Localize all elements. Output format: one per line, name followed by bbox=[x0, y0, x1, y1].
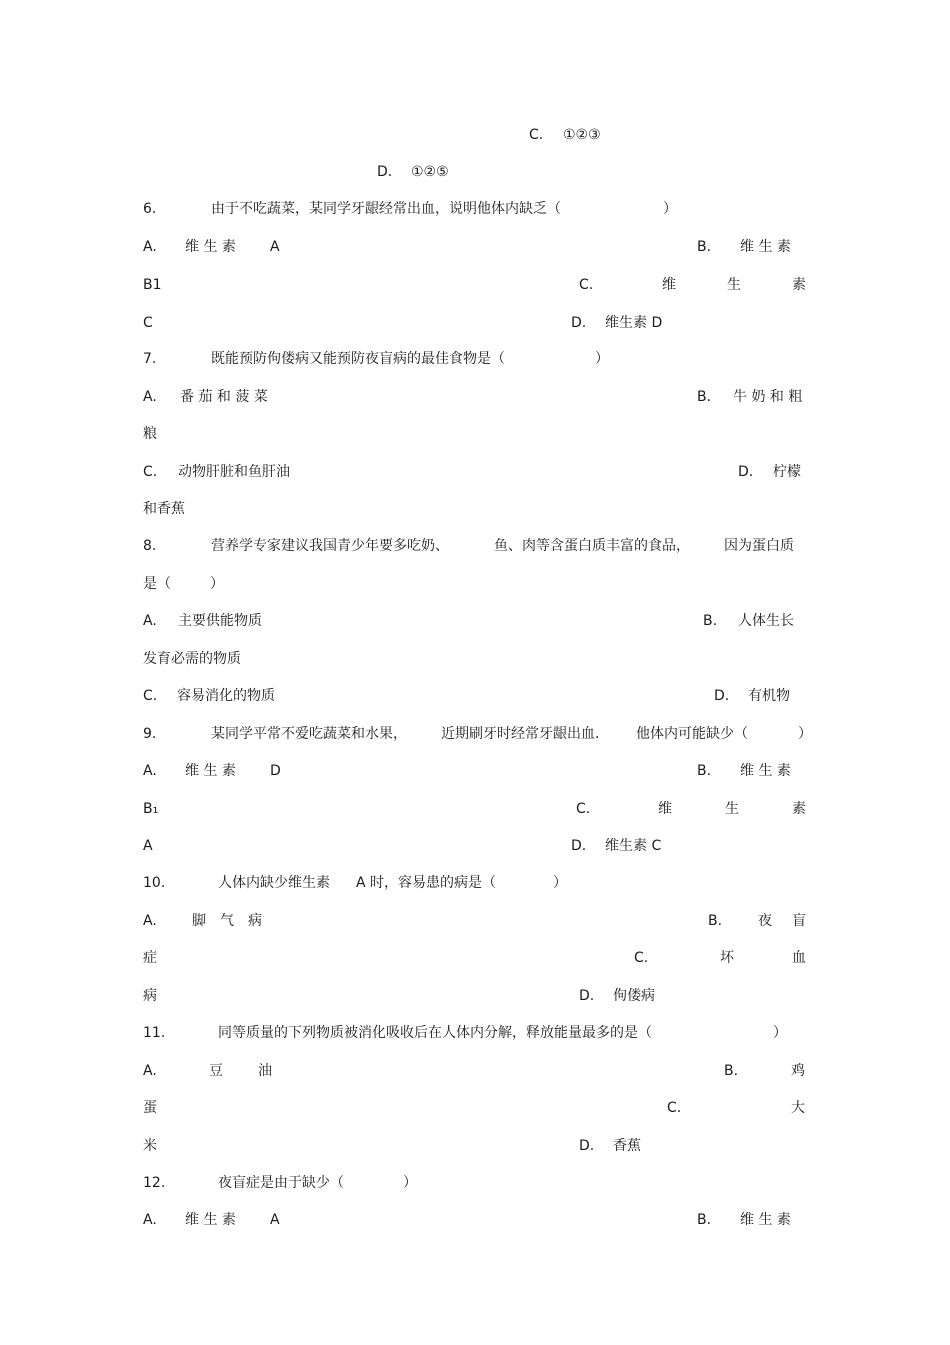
q7-option-b-text: 牛 奶 和 粗 bbox=[733, 389, 803, 405]
q6-option-c-continued: C bbox=[143, 315, 153, 331]
q6-stem: 由于不吃蔬菜，某同学牙龈经常出血，说明他体内缺乏（ bbox=[211, 201, 561, 217]
q7-option-d-label: D. bbox=[738, 464, 754, 480]
q10-stem-close: ） bbox=[553, 875, 567, 891]
q8-stem-part-2: 鱼、肉等含蛋白质丰富的食品， bbox=[494, 538, 690, 554]
q6-option-c-label: C. bbox=[579, 277, 594, 293]
q10-option-c-word-2: 血 bbox=[792, 950, 806, 966]
q6-option-c-word-1: 维 bbox=[662, 277, 676, 293]
q8-option-b-text: 人体生长 bbox=[738, 613, 794, 629]
q12-stem-close: ） bbox=[403, 1175, 417, 1191]
q6-option-c-word-3: 素 bbox=[792, 277, 806, 293]
q6-option-a-text: 维 生 素 bbox=[185, 239, 236, 255]
q6-option-b-label: B. bbox=[697, 239, 712, 255]
q7-option-b-label: B. bbox=[697, 389, 712, 405]
q10-option-b-text bbox=[758, 912, 806, 930]
q10-option-d-label: D. bbox=[579, 988, 595, 1004]
q10-option-b-label: B. bbox=[708, 913, 723, 929]
q8-option-b-label: B. bbox=[703, 613, 718, 629]
q9-option-c-word-3: 素 bbox=[792, 801, 806, 817]
q8-option-c-label: C. bbox=[143, 688, 158, 704]
q9-option-d-text: 维生素 C bbox=[605, 838, 662, 854]
q11-option-b-text: 鸡 bbox=[791, 1063, 805, 1079]
q10-option-c-text bbox=[720, 949, 806, 967]
q10-option-b-continued: 症 bbox=[143, 950, 157, 966]
q9-option-b-text: 维 生 素 bbox=[740, 763, 791, 779]
q7-option-d-text: 柠檬 bbox=[773, 464, 801, 480]
q11-stem: 同等质量的下列物质被消化吸收后在人体内分解，释放能量最多的是（ bbox=[218, 1025, 652, 1041]
q6-option-d-text: 维生素 D bbox=[605, 315, 663, 331]
q7-option-b-continued: 粮 bbox=[143, 426, 157, 442]
q7-option-a-text: 番 茄 和 菠 菜 bbox=[180, 389, 268, 405]
q11-option-c-text: 大 bbox=[791, 1100, 805, 1116]
q9-option-a-text: 维 生 素 bbox=[185, 763, 236, 779]
q7-option-a-label: A. bbox=[143, 389, 157, 405]
q6-number: 6. bbox=[143, 201, 157, 217]
q7-stem: 既能预防佝偻病又能预防夜盲病的最佳食物是（ bbox=[211, 351, 505, 367]
q11-option-c-label: C. bbox=[667, 1100, 682, 1116]
q9-stem-part-3: 他体内可能缺少（ bbox=[636, 726, 748, 742]
q5-option-c-text: ①②③ bbox=[563, 127, 601, 143]
q9-option-c-word-1: 维 bbox=[658, 801, 672, 817]
q10-stem-part-1: 人体内缺少维生素 bbox=[218, 875, 330, 891]
q9-stem-close: ） bbox=[798, 726, 812, 742]
q11-option-a-word-1: 豆 bbox=[209, 1063, 223, 1079]
q10-option-b-word-1: 夜 bbox=[758, 913, 772, 929]
q11-option-c-continued: 米 bbox=[143, 1138, 157, 1154]
q9-option-c-text bbox=[658, 800, 806, 818]
q8-option-b-continued: 发育必需的物质 bbox=[143, 651, 241, 667]
q11-option-a-label: A. bbox=[143, 1063, 157, 1079]
q9-stem-part-1: 某同学平常不爱吃蔬菜和水果， bbox=[211, 726, 407, 742]
q12-option-b-text: 维 生 素 bbox=[740, 1212, 791, 1228]
q11-option-b-continued: 蛋 bbox=[143, 1100, 157, 1116]
q9-option-c-label: C. bbox=[576, 801, 591, 817]
q11-option-d-label: D. bbox=[579, 1138, 595, 1154]
q10-option-a-text: 脚 气 病 bbox=[192, 913, 262, 929]
q10-option-d-text: 佝偻病 bbox=[613, 988, 655, 1004]
q11-option-b-label: B. bbox=[724, 1063, 739, 1079]
q7-number: 7. bbox=[143, 351, 157, 367]
q11-option-d-text: 香蕉 bbox=[613, 1138, 641, 1154]
q8-number: 8. bbox=[143, 538, 157, 554]
q8-option-a-label: A. bbox=[143, 613, 157, 629]
q9-option-b-label: B. bbox=[697, 763, 712, 779]
q8-stem-continued: 是（ bbox=[143, 576, 171, 592]
q7-option-d-continued: 和香蕉 bbox=[143, 501, 185, 517]
q11-option-a-text bbox=[209, 1062, 272, 1080]
q8-option-d-label: D. bbox=[714, 688, 730, 704]
q9-option-a-label: A. bbox=[143, 763, 157, 779]
q6-option-b-continued: B1 bbox=[143, 277, 162, 293]
q7-option-c-label: C. bbox=[143, 464, 158, 480]
q8-stem-close: ） bbox=[210, 576, 224, 592]
q12-option-b-label: B. bbox=[697, 1212, 712, 1228]
q12-stem: 夜盲症是由于缺少（ bbox=[218, 1175, 344, 1191]
q9-option-c-continued: A bbox=[143, 838, 153, 854]
q8-stem-part-3: 因为蛋白质 bbox=[724, 538, 794, 554]
q12-option-a-text: 维 生 素 bbox=[185, 1212, 236, 1228]
q6-option-c-text bbox=[662, 276, 806, 294]
q5-option-d-text: ①②⑤ bbox=[411, 164, 449, 180]
q12-option-a-tail: A bbox=[270, 1212, 280, 1228]
q9-option-b-continued: B₁ bbox=[143, 801, 159, 817]
q6-stem-close: ） bbox=[663, 201, 677, 217]
q9-number: 9. bbox=[143, 726, 157, 742]
q9-option-d-label: D. bbox=[571, 838, 587, 854]
q10-option-c-label: C. bbox=[634, 950, 649, 966]
q11-number: 11. bbox=[143, 1025, 166, 1041]
q7-option-c-text: 动物肝脏和鱼肝油 bbox=[178, 464, 290, 480]
q12-number: 12. bbox=[143, 1175, 166, 1191]
q9-option-a-tail: D bbox=[270, 763, 281, 779]
q10-number: 10. bbox=[143, 875, 166, 891]
q9-stem-part-2: 近期刷牙时经常牙龈出血． bbox=[441, 726, 609, 742]
q6-option-d-label: D. bbox=[571, 315, 587, 331]
q5-option-c-label: C. bbox=[529, 127, 544, 143]
q8-option-a-text: 主要供能物质 bbox=[178, 613, 262, 629]
q6-option-b-text: 维 生 素 bbox=[740, 239, 791, 255]
q10-option-c-word-1: 坏 bbox=[720, 950, 734, 966]
q8-stem-part-1: 营养学专家建议我国青少年要多吃奶、 bbox=[211, 538, 449, 554]
q11-stem-close: ） bbox=[773, 1025, 787, 1041]
q8-option-c-text: 容易消化的物质 bbox=[177, 688, 275, 704]
q9-option-c-word-2: 生 bbox=[725, 801, 739, 817]
q7-stem-close: ） bbox=[595, 351, 609, 367]
q6-option-c-word-2: 生 bbox=[727, 277, 741, 293]
q10-option-c-continued: 病 bbox=[143, 988, 157, 1004]
q10-option-b-word-2: 盲 bbox=[792, 913, 806, 929]
q11-option-a-word-2: 油 bbox=[258, 1063, 272, 1079]
q5-option-d-label: D. bbox=[377, 164, 393, 180]
q10-stem-part-2: A 时，容易患的病是（ bbox=[356, 875, 497, 891]
q10-option-a-label: A. bbox=[143, 913, 157, 929]
q12-option-a-label: A. bbox=[143, 1212, 157, 1228]
q6-option-a-tail: A bbox=[270, 239, 280, 255]
q8-option-d-text: 有机物 bbox=[748, 688, 790, 704]
q6-option-a-label: A. bbox=[143, 239, 157, 255]
